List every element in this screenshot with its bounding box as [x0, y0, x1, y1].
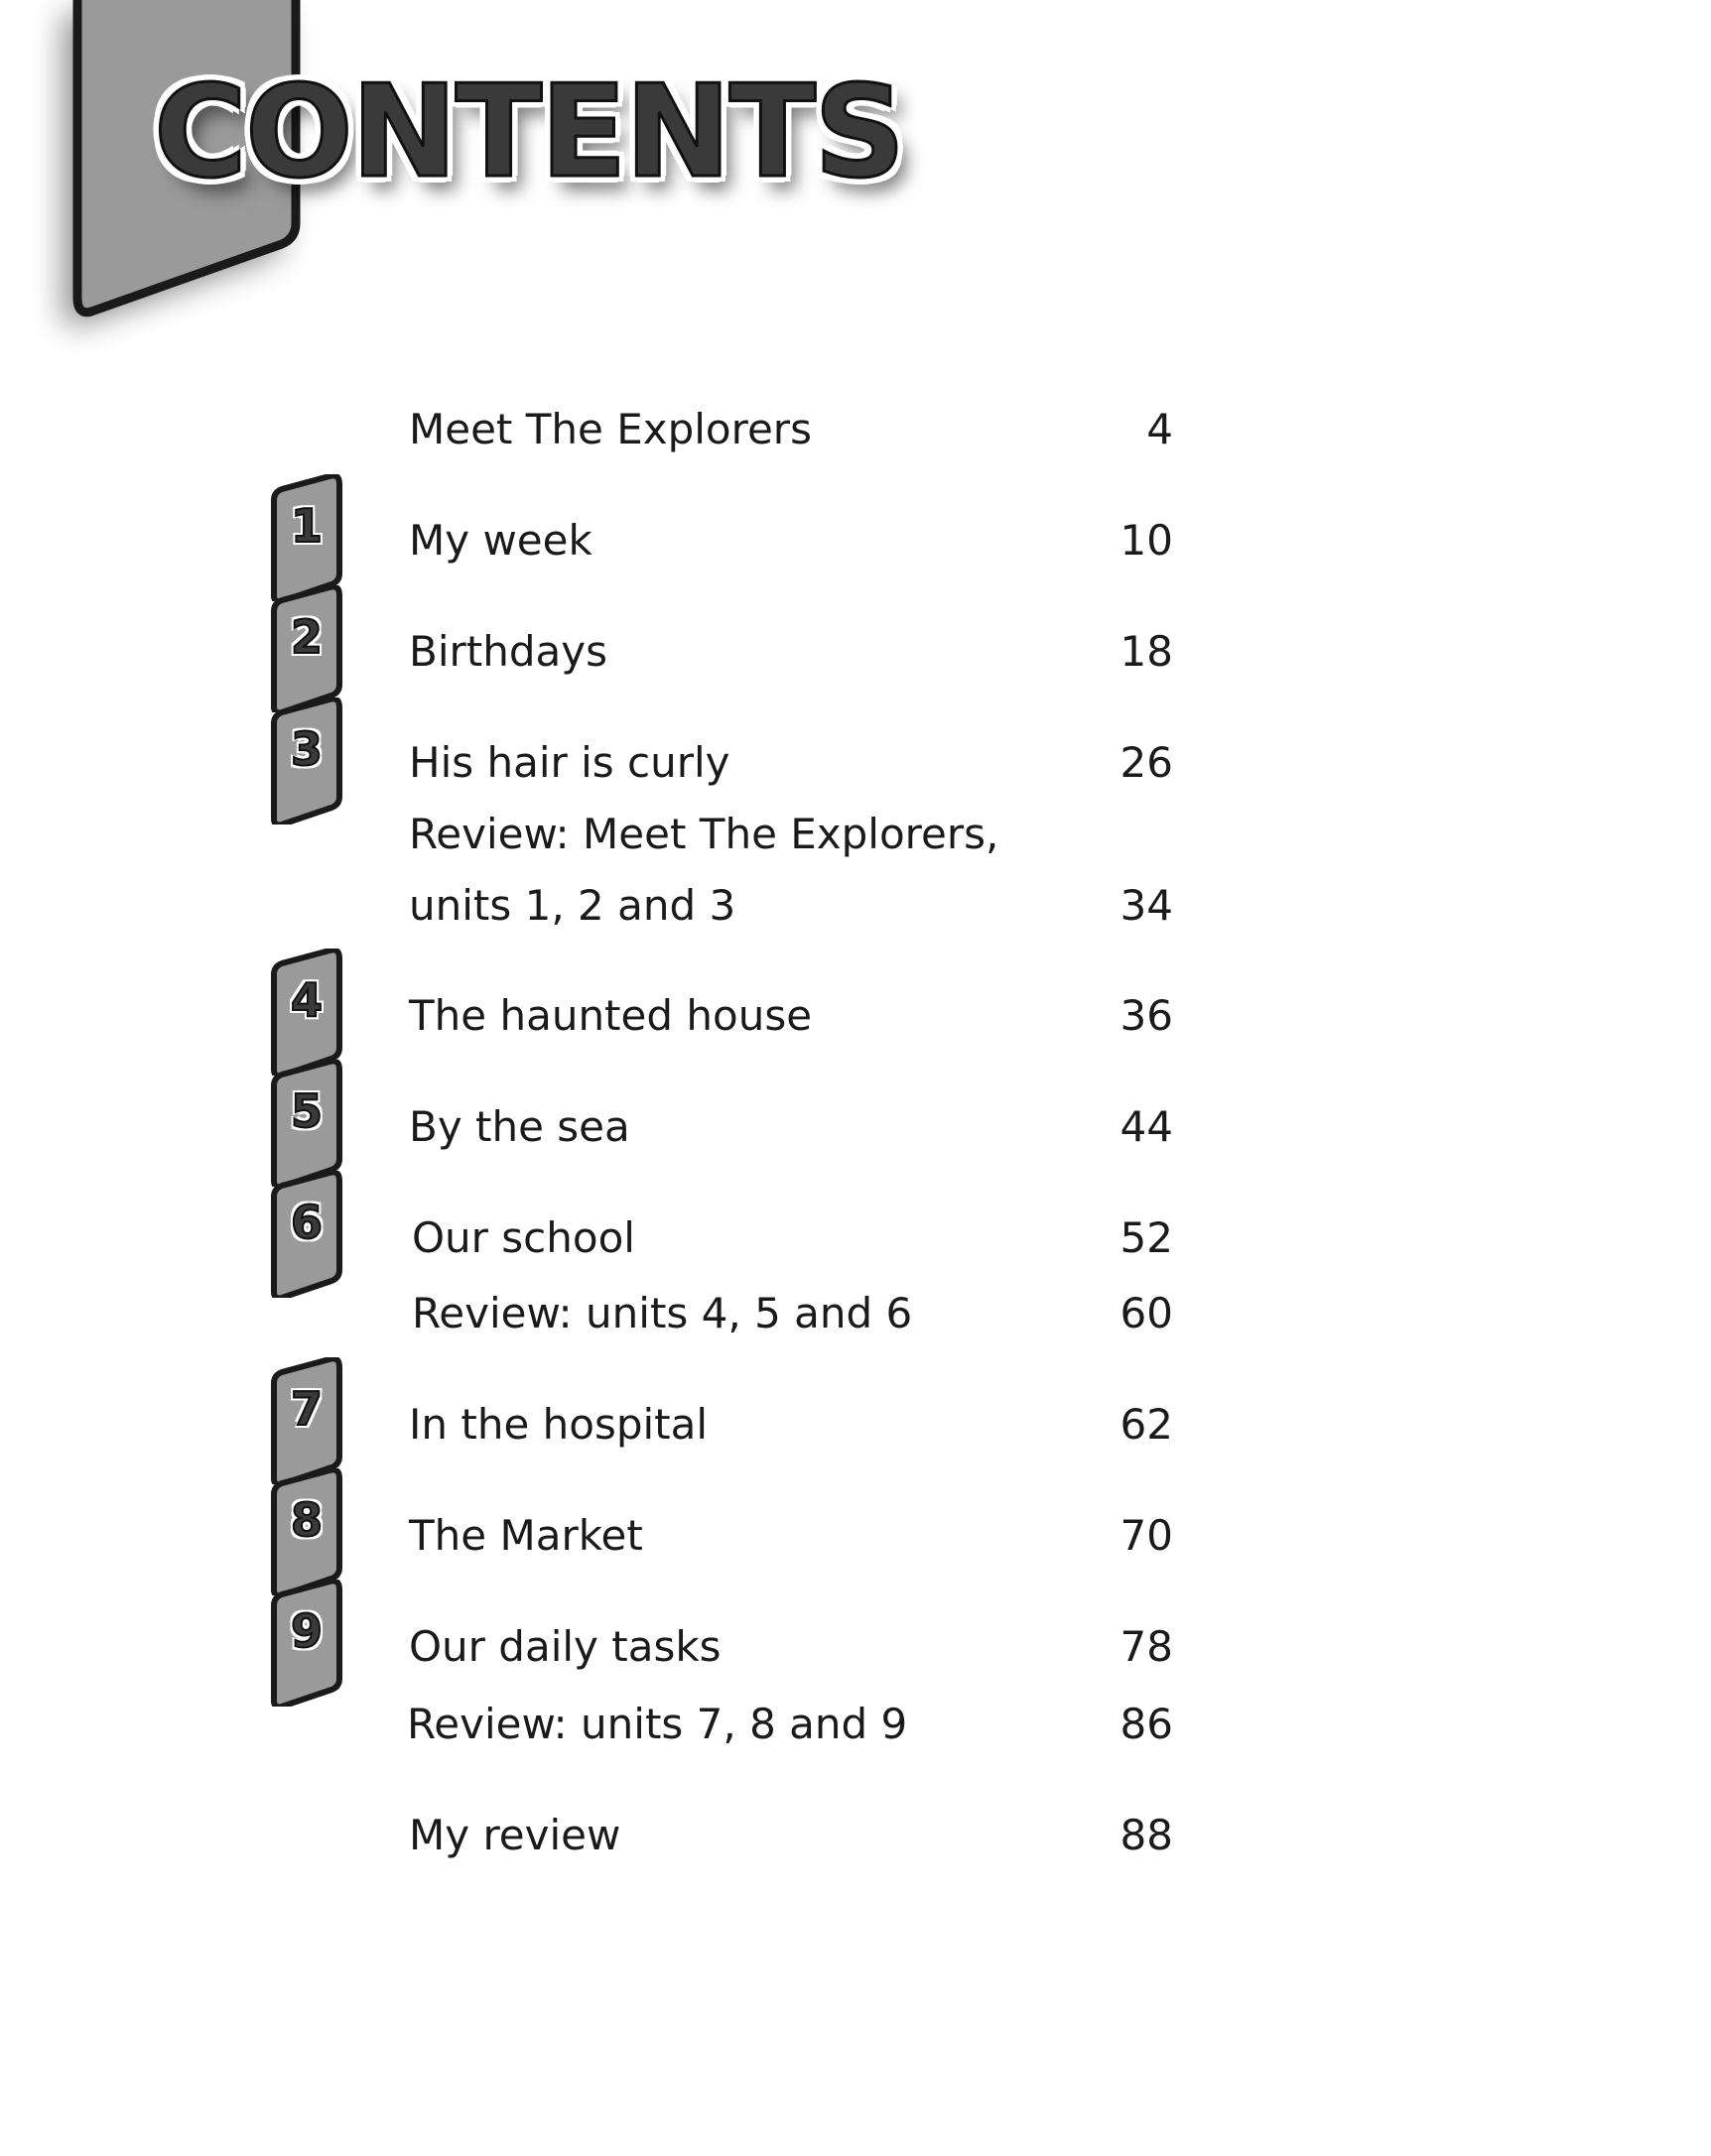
- unit-number: 3: [290, 722, 323, 776]
- toc-entry[interactable]: [409, 617, 1173, 687]
- toc-entry[interactable]: [409, 871, 1173, 941]
- unit-number: 1: [290, 499, 323, 553]
- unit-number: 4: [290, 973, 323, 1027]
- unit-badge: [264, 1171, 349, 1298]
- toc-entry-title: Review: units 7, 8 and 9: [407, 1700, 908, 1748]
- toc-entry-page: 78: [1119, 1622, 1173, 1671]
- toc-entry-title: Our daily tasks: [409, 1622, 722, 1671]
- toc-entry-title: The Market: [409, 1511, 643, 1560]
- toc-entry[interactable]: [409, 1279, 1173, 1348]
- unit-badge: [264, 1060, 349, 1187]
- toc-entry-page: 44: [1119, 1102, 1173, 1151]
- toc-entry-page: 60: [1119, 1289, 1173, 1337]
- toc-entry-page: 18: [1119, 627, 1173, 676]
- toc-entry-title: Our school: [412, 1213, 635, 1262]
- unit-number: 9: [290, 1604, 323, 1658]
- toc-entry-title: Review: units 4, 5 and 6: [412, 1289, 913, 1337]
- toc-entry-title: Review: Meet The Explorers,: [409, 810, 999, 858]
- toc-entry-title: Meet The Explorers: [409, 405, 812, 453]
- toc-entry[interactable]: [409, 1390, 1173, 1459]
- toc-entry-title: The haunted house: [409, 991, 813, 1040]
- unit-badge: [264, 949, 349, 1076]
- toc-entry-title: In the hospital: [409, 1400, 709, 1449]
- toc-entry-page: 52: [1119, 1213, 1173, 1262]
- toc-entry[interactable]: [409, 395, 1173, 464]
- toc-entry-title: Birthdays: [409, 627, 607, 676]
- toc-entry[interactable]: [409, 1690, 1173, 1759]
- toc-entry[interactable]: [409, 728, 1173, 798]
- toc-entry-page: 34: [1119, 881, 1173, 930]
- toc-entry-page: 86: [1119, 1700, 1173, 1748]
- unit-badge: [264, 1468, 349, 1595]
- toc-entry-page: 70: [1119, 1511, 1173, 1560]
- toc-entry[interactable]: [409, 800, 1173, 869]
- unit-number: 7: [290, 1382, 323, 1436]
- unit-number: 6: [290, 1196, 323, 1249]
- unit-badge: [264, 698, 349, 824]
- toc-entry-title: My review: [409, 1811, 621, 1859]
- toc-entry[interactable]: [409, 1801, 1173, 1870]
- toc-entry[interactable]: [409, 1092, 1173, 1162]
- toc-entry-page: 88: [1119, 1811, 1173, 1859]
- toc-entry-title: My week: [409, 516, 592, 565]
- unit-number: 2: [290, 610, 323, 664]
- unit-number: 8: [290, 1493, 323, 1547]
- toc-entry[interactable]: [409, 1612, 1173, 1682]
- toc-entry-page: 26: [1119, 738, 1173, 787]
- toc-entry[interactable]: [409, 981, 1173, 1051]
- toc-entry[interactable]: [409, 506, 1173, 575]
- toc-entry-page: 62: [1119, 1400, 1173, 1449]
- toc-entry-page: 4: [1146, 405, 1173, 453]
- toc-entry-title: By the sea: [409, 1102, 630, 1151]
- toc-entry-title: units 1, 2 and 3: [409, 881, 736, 930]
- unit-badge: [264, 474, 349, 601]
- unit-badge: [264, 1580, 349, 1707]
- unit-badge: [264, 585, 349, 712]
- toc-entry-title: His hair is curly: [409, 738, 730, 787]
- unit-number: 5: [290, 1084, 323, 1138]
- toc-entry-page: 10: [1119, 516, 1173, 565]
- toc-entry[interactable]: [409, 1501, 1173, 1571]
- toc-entry-page: 36: [1119, 991, 1173, 1040]
- page-title: CONTENTS: [154, 59, 904, 206]
- toc-entry[interactable]: [409, 1204, 1173, 1273]
- unit-badge: [264, 1357, 349, 1484]
